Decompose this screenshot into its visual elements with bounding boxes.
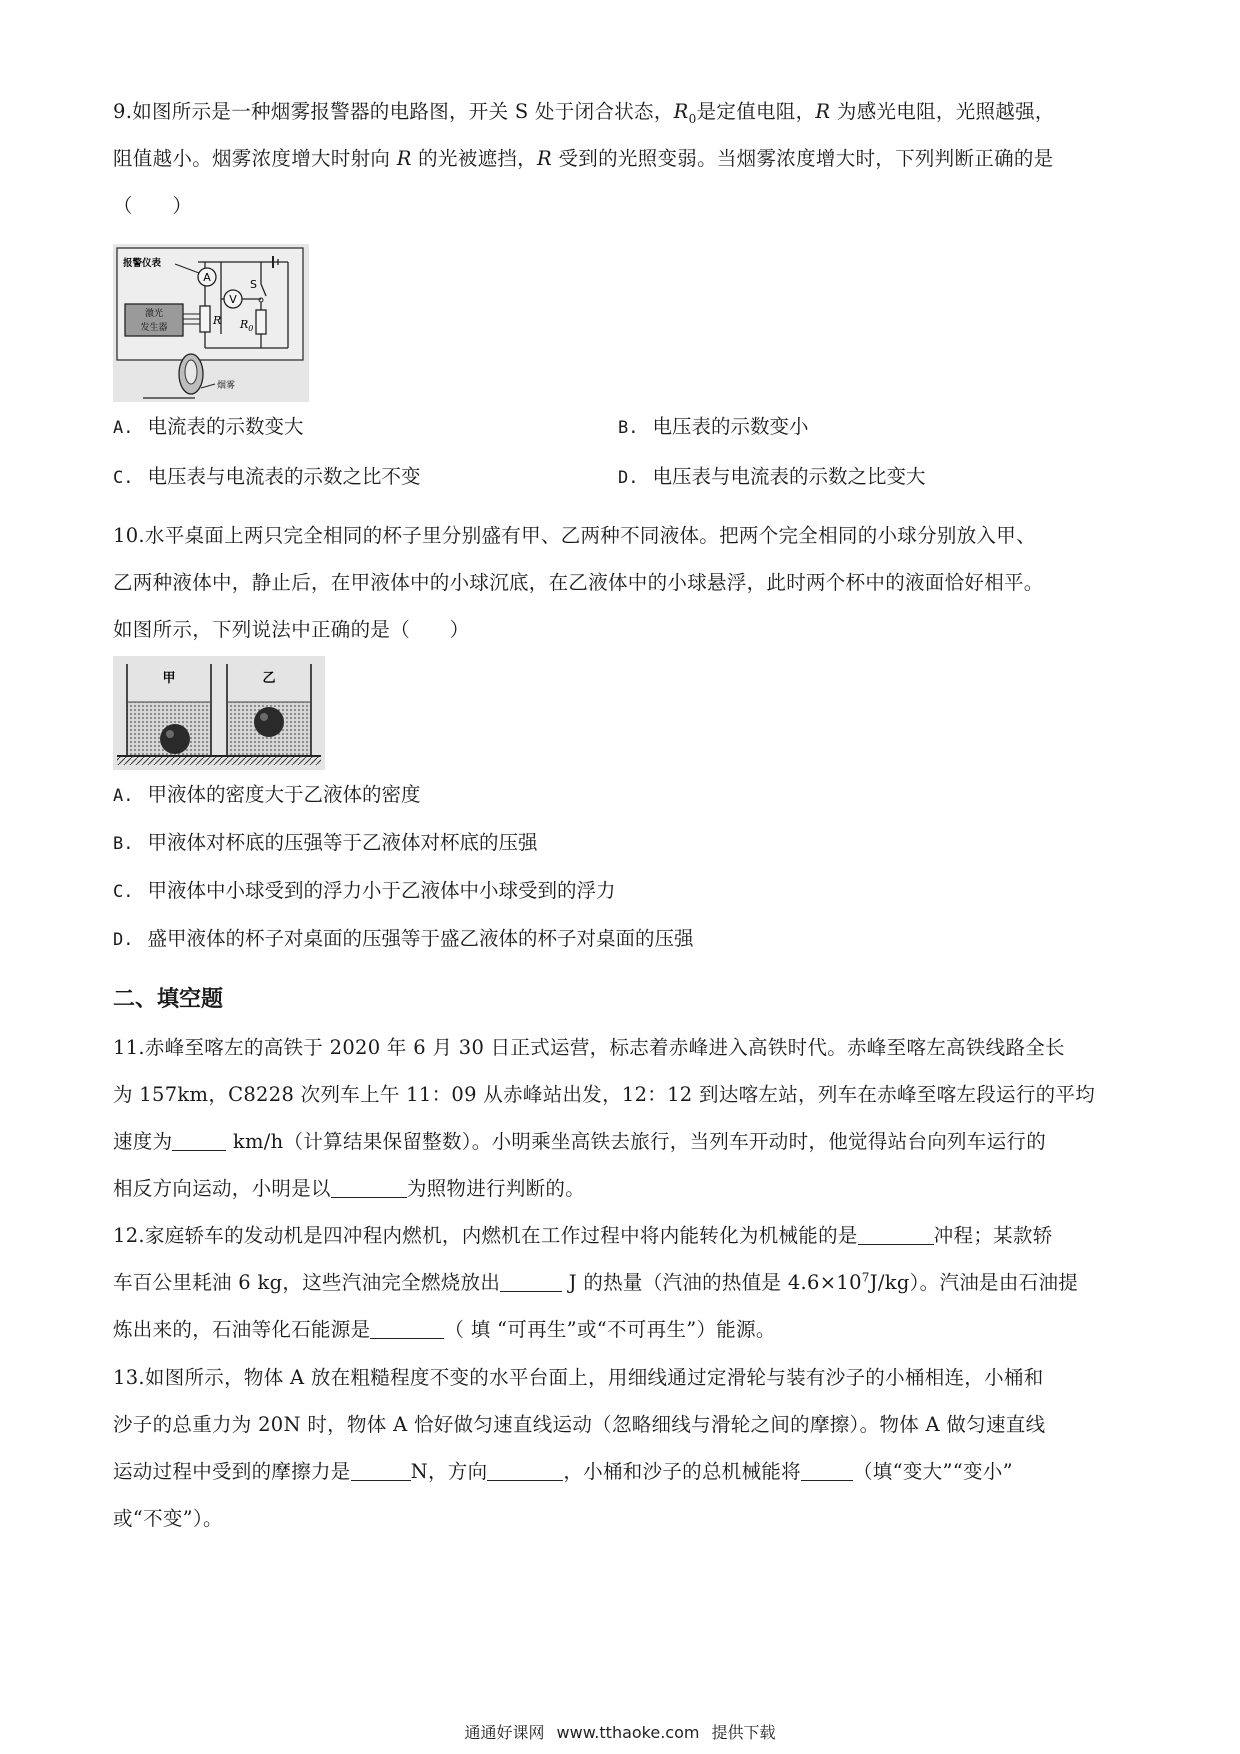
footer-site-name: 通通好课网 bbox=[464, 1723, 545, 1742]
q9-line-3: （ ） bbox=[113, 194, 193, 217]
q10-line-3: 如图所示，下列说法中正确的是（ ） bbox=[113, 618, 470, 641]
q12-line-2: 车百公里耗油 6 kg，这些汽油完全燃烧放出 J 的热量（汽油的热值是 $4.6\times 10^7J/kg$）。汽油是由石油提 bbox=[113, 1270, 1079, 1294]
cups-diagram bbox=[113, 656, 325, 770]
q12-line-1: 12.家庭轿车的发动机是四冲程内燃机，内燃机在工作过程中将内能转化为机械能的是 冲程；某款轿 bbox=[113, 1224, 1053, 1247]
q10-option-d: D. 盛甲液体的杯子对桌面的压强等于盛乙液体的杯子对桌面的压强 bbox=[113, 927, 694, 950]
circuit-diagram bbox=[113, 244, 309, 402]
laser-label-1: 激光 bbox=[144, 309, 164, 319]
question-9 bbox=[113, 88, 1133, 229]
answer-blank[interactable] bbox=[172, 1130, 226, 1151]
alarm-label: 报警仪表 bbox=[123, 258, 162, 269]
q11-line-4: 相反方向运动，小明是以 为照物进行判断的。 bbox=[113, 1177, 586, 1200]
ball-jia bbox=[160, 724, 190, 754]
section-heading-fill-in: 二、填空题 bbox=[113, 987, 224, 1012]
answer-blank[interactable] bbox=[500, 1271, 562, 1292]
r-label: R bbox=[213, 314, 222, 327]
smoke-alarm-circuit-figure bbox=[113, 244, 309, 402]
q9-option-a: A. 电流表的示数变大 bbox=[113, 415, 304, 438]
q10-option-a: A. 甲液体的密度大于乙液体的密度 bbox=[113, 783, 421, 806]
question-10 bbox=[113, 512, 1133, 653]
q9-line-1: 9.如图所示是一种烟雾报警器的电路图，开关 S 处于闭合状态，$R_0$是定值电阻，R 为感光电阻，光照越强， bbox=[113, 100, 1055, 126]
footer-suffix: 提供下载 bbox=[711, 1723, 776, 1742]
switch-label: S bbox=[250, 278, 257, 291]
q11-line-2: 为 157km，C8228 次列车上午 11：09 从赤峰站出发，12：12 到达喀左站，列车在赤峰至喀左段运行的平均 bbox=[113, 1083, 1096, 1106]
q12-line-3: 炼出来的，石油等化石能源是 （ 填 “可再生”或“不可再生”）能源。 bbox=[113, 1318, 776, 1341]
q9-option-c: C. 电压表与电流表的示数之比不变 bbox=[113, 465, 421, 488]
smoke-label: 烟雾 bbox=[217, 381, 236, 391]
question-11 bbox=[113, 1024, 1133, 1212]
two-cups-figure bbox=[113, 656, 325, 770]
answer-blank[interactable] bbox=[801, 1460, 853, 1481]
q13-line-3: 运动过程中受到的摩擦力是 N，方向 ，小桶和沙子的总机械能将 （填“变大”“变小” bbox=[113, 1460, 1013, 1483]
laser-label-2: 发生器 bbox=[140, 323, 168, 333]
ball-yi bbox=[254, 707, 284, 737]
footer-url-link[interactable]: www.tthaoke.com bbox=[556, 1723, 700, 1742]
q10-line-2: 乙两种液体中，静止后，在甲液体中的小球沉底，在乙液体中的小球悬浮，此时两个杯中的液面恰好相平。 bbox=[113, 571, 1044, 594]
q10-option-c: C. 甲液体中小球受到的浮力小于乙液体中小球受到的浮力 bbox=[113, 879, 616, 902]
question-13 bbox=[113, 1354, 1133, 1542]
q11-line-3: 速度为 km/h（计算结果保留整数）。小明乘坐高铁去旅行，当列车开动时，他觉得站台向列车运行的 bbox=[113, 1130, 1046, 1153]
q9-line-2: 阻值越小。烟雾浓度增大时射向 R 的光被遮挡，R 受到的光照变弱。当烟雾浓度增大时，下列判断正确的是 bbox=[113, 147, 1054, 170]
answer-blank[interactable] bbox=[331, 1177, 407, 1198]
voltmeter-label: V bbox=[229, 293, 237, 306]
q10-option-b: B. 甲液体对杯底的压强等于乙液体对杯底的压强 bbox=[113, 831, 538, 854]
question-12 bbox=[113, 1212, 1133, 1353]
answer-blank[interactable] bbox=[370, 1318, 444, 1339]
answer-blank[interactable] bbox=[858, 1224, 934, 1245]
q13-line-2: 沙子的总重力为 20N 时，物体 A 恰好做匀速直线运动（忽略细线与滑轮之间的摩擦）。物体 A 做匀速直线 bbox=[113, 1413, 1046, 1436]
answer-blank[interactable] bbox=[487, 1460, 563, 1481]
cup-yi-label: 乙 bbox=[262, 671, 276, 686]
q10-line-1: 10.水平桌面上两只完全相同的杯子里分别盛有甲、乙两种不同液体。把两个完全相同的小球分别放入甲、 bbox=[113, 524, 1036, 547]
q13-line-1: 13.如图所示，物体 A 放在粗糙程度不变的水平台面上，用细线通过定滑轮与装有沙子的小桶相连，小桶和 bbox=[113, 1366, 1044, 1389]
r0-label: $R_0$ bbox=[240, 318, 254, 333]
ammeter-label: A bbox=[203, 271, 211, 284]
q13-line-4: 或“不变”）。 bbox=[113, 1507, 223, 1530]
q11-line-1: 11.赤峰至喀左的高铁于 2020 年 6 月 30 日正式运营，标志着赤峰进入高铁时代。赤峰至喀左高铁线路全长 bbox=[113, 1036, 1065, 1059]
answer-blank[interactable] bbox=[351, 1460, 411, 1481]
q9-option-b: B. 电压表的示数变小 bbox=[618, 415, 809, 438]
page-footer bbox=[0, 1720, 1240, 1743]
cup-jia-label: 甲 bbox=[162, 671, 176, 686]
q9-option-d: D. 电压表与电流表的示数之比变大 bbox=[618, 465, 926, 488]
